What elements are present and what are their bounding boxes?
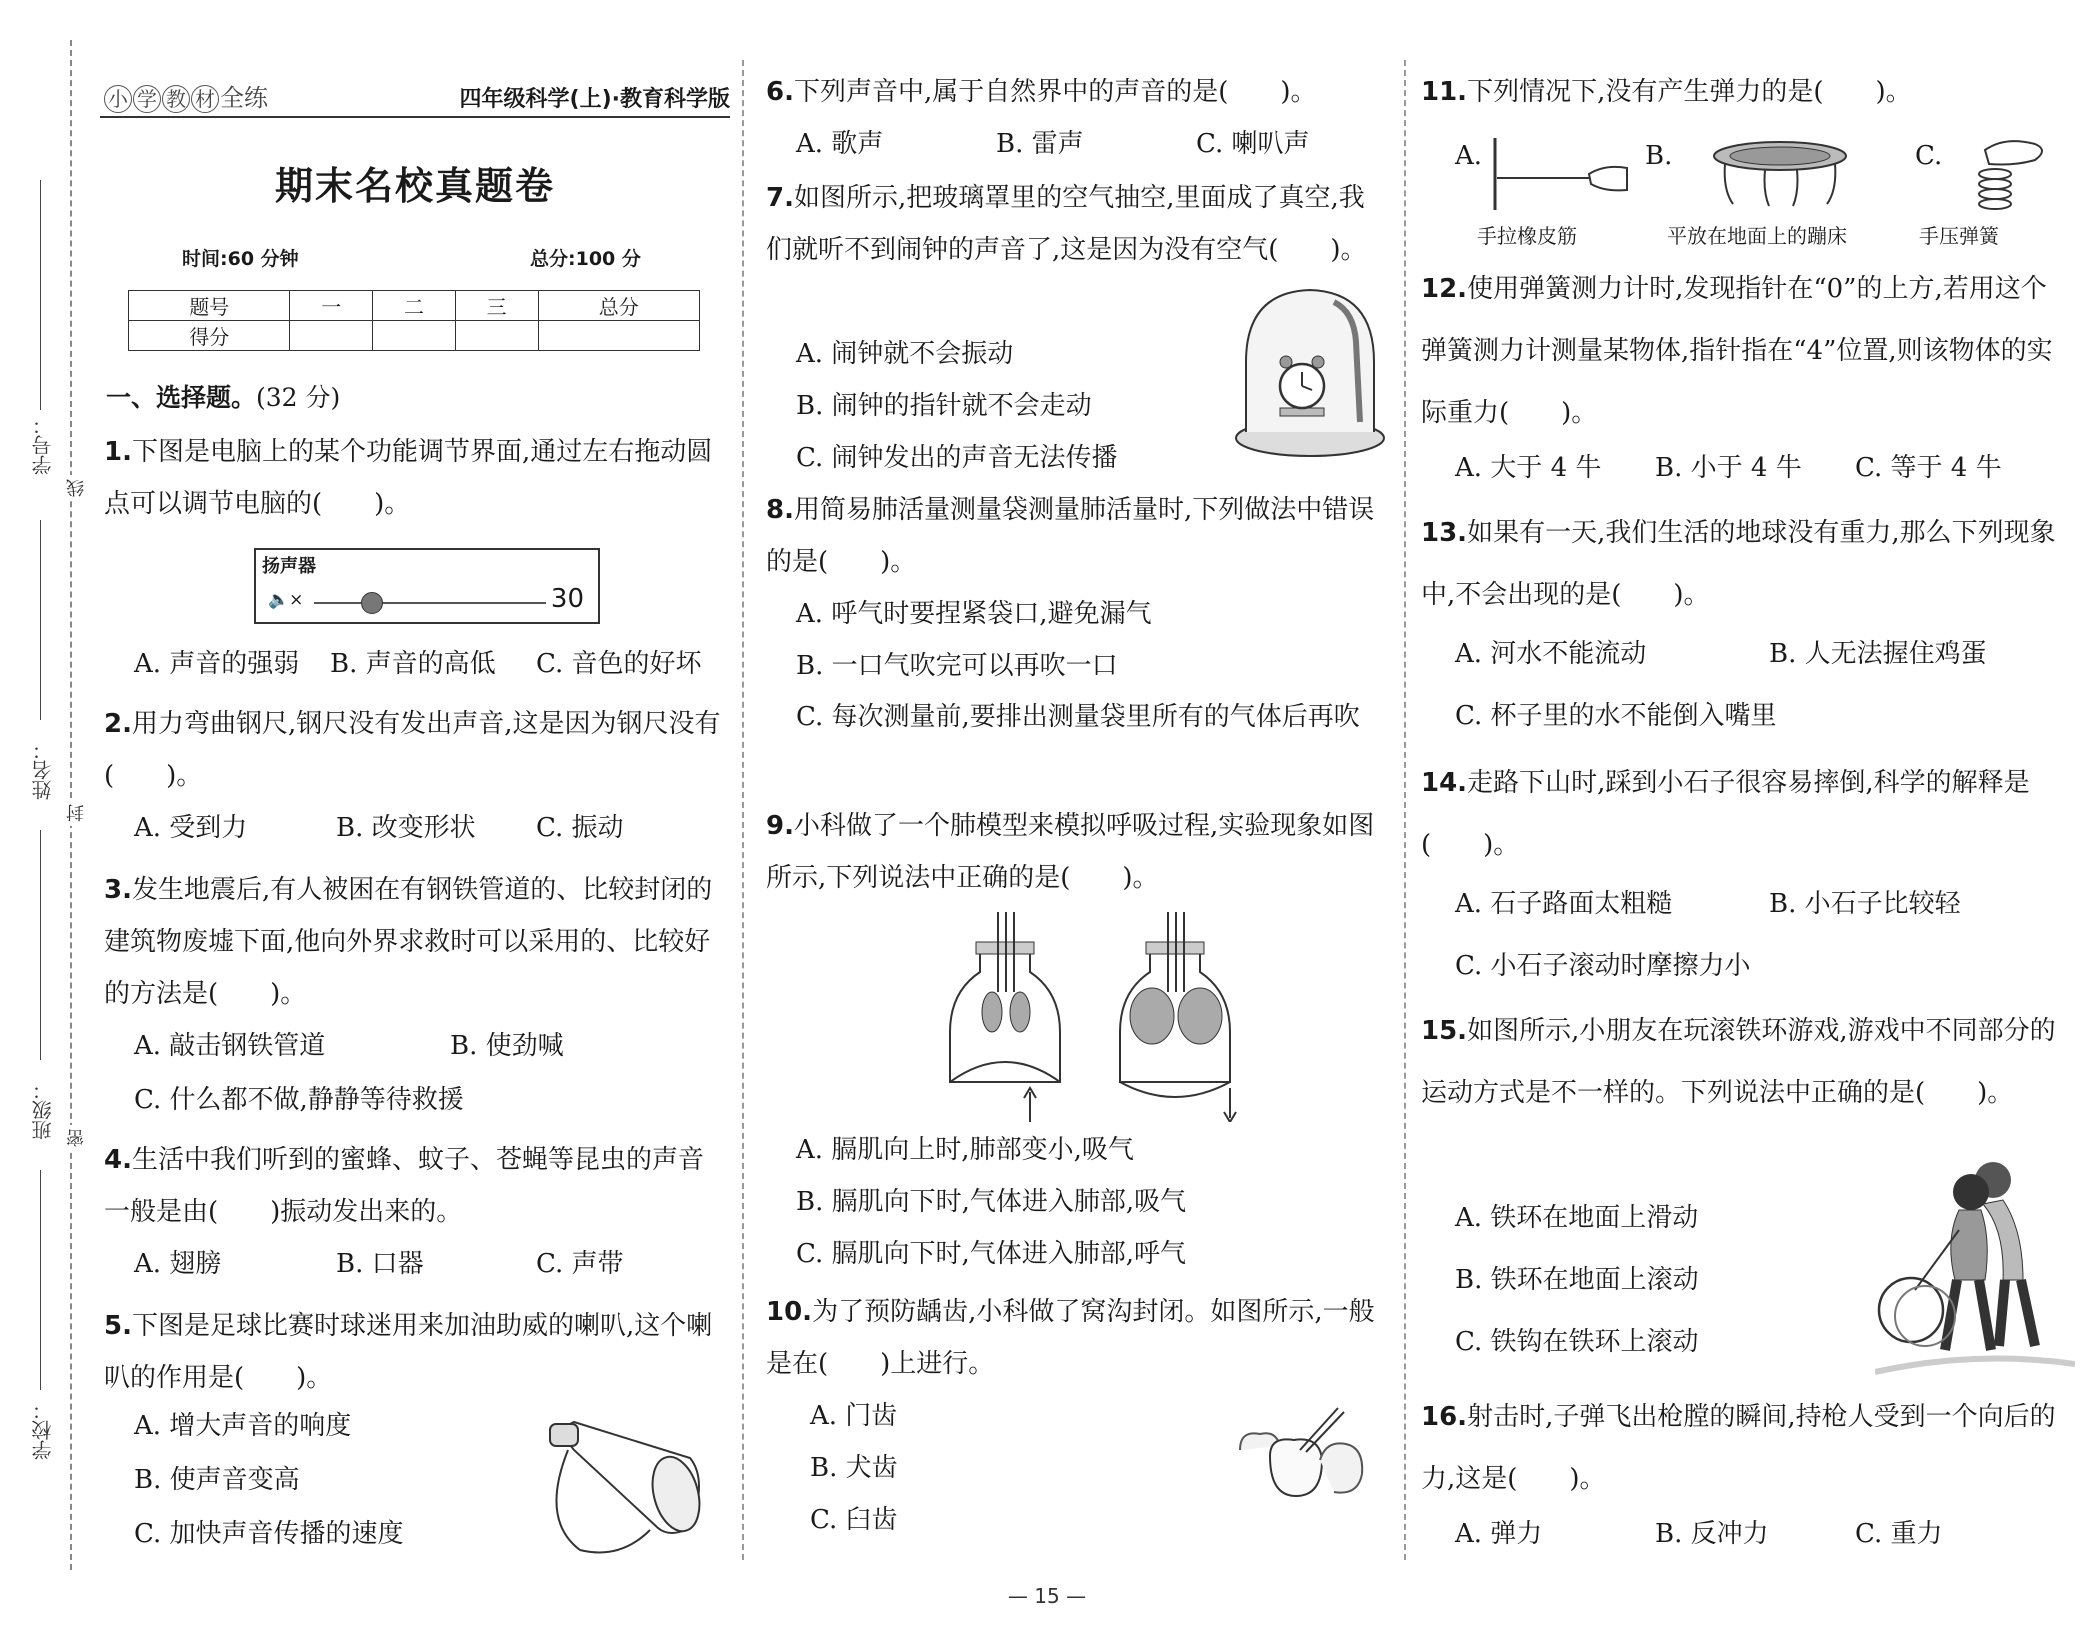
q9-option-b[interactable]: B. 膈肌向下时,气体进入肺部,吸气	[796, 1187, 1187, 1217]
question-12: 12.使用弹簧测力计时,发现指针在“0”的上方,若用这个弹簧测力计测量某物体,指针指在“4”位置,则该物体的实际重力( )。	[1421, 274, 2053, 428]
q12-option-a[interactable]: A. 大于 4 牛	[1455, 453, 1602, 483]
school-line	[40, 1170, 41, 1390]
q5-option-b[interactable]: B. 使声音变高	[134, 1465, 300, 1495]
hoop-rolling-children-illustration	[1875, 1150, 2075, 1380]
score-header-cell: 三	[455, 291, 538, 321]
volume-slider-track[interactable]	[314, 602, 546, 604]
q11-caption-c: 手压弹簧	[1919, 224, 1999, 248]
q1-option-a[interactable]: A. 声音的强弱	[134, 649, 300, 679]
q6-option-c[interactable]: C. 喇叭声	[1196, 129, 1310, 159]
q9-option-c[interactable]: C. 膈肌向下时,气体进入肺部,呼气	[796, 1239, 1187, 1269]
speaker-volume-panel	[254, 548, 600, 624]
q10-option-a[interactable]: A. 门齿	[810, 1401, 898, 1431]
exam-title: 期末名校真题卷	[274, 164, 555, 208]
exam-total: 总分:100 分	[530, 248, 641, 270]
q15-option-b[interactable]: B. 铁环在地面上滚动	[1455, 1265, 1699, 1295]
q15-option-c[interactable]: C. 铁钩在铁环上滚动	[1455, 1327, 1699, 1357]
question-2: 2.用力弯曲钢尺,钢尺没有发出声音,这是因为钢尺没有( )。	[104, 709, 721, 791]
section-title: 一、选择题。(32 分)	[106, 383, 341, 412]
column-divider-2	[1404, 60, 1406, 1560]
q16-option-a[interactable]: A. 弹力	[1455, 1519, 1543, 1549]
seal-xian: 线	[64, 475, 90, 501]
q8-option-c[interactable]: C. 每次测量前,要排出测量袋里所有的气体后再吹	[796, 702, 1360, 732]
score-header-cell: 题号	[129, 291, 290, 321]
name-label: 姓名：	[31, 740, 55, 800]
q13-option-c[interactable]: C. 杯子里的水不能倒入嘴里	[1455, 701, 1777, 731]
q1-option-c[interactable]: C. 音色的好坏	[536, 649, 702, 679]
q3-option-c[interactable]: C. 什么都不做,静静等待救援	[134, 1085, 464, 1115]
q11-option-b[interactable]: B.	[1645, 141, 1673, 171]
q11-caption-b: 平放在地面上的蹦床	[1667, 224, 1847, 248]
mute-speaker-icon: 🔈×	[268, 590, 304, 610]
question-14: 14.走路下山时,踩到小石子很容易摔倒,科学的解释是( )。	[1421, 768, 2030, 860]
q14-option-b[interactable]: B. 小石子比较轻	[1769, 889, 1961, 919]
score-header-cell: 总分	[538, 291, 699, 321]
volume-value: 30	[550, 584, 584, 614]
question-15: 15.如图所示,小朋友在玩滚铁环游戏,游戏中不同部分的运动方式是不一样的。下列说法中正确的是( )。	[1421, 1016, 2056, 1108]
q15-option-a[interactable]: A. 铁环在地面上滑动	[1455, 1203, 1699, 1233]
bell-jar-alarm-clock-illustration	[1230, 282, 1390, 462]
q4-option-a[interactable]: A. 翅膀	[134, 1249, 222, 1279]
lung-model-inhale	[1120, 912, 1236, 1122]
column-1	[100, 0, 730, 1570]
column-divider-1	[742, 60, 744, 1560]
speaker-title: 扬声器	[262, 556, 316, 577]
q12-option-c[interactable]: C. 等于 4 牛	[1855, 453, 2002, 483]
q13-option-a[interactable]: A. 河水不能流动	[1455, 639, 1647, 669]
q6-option-a[interactable]: A. 歌声	[796, 129, 884, 159]
q1-option-b[interactable]: B. 声音的高低	[330, 649, 496, 679]
question-4: 4.生活中我们听到的蜜蜂、蚊子、苍蝇等昆虫的声音一般是由( )振动发出来的。	[104, 1145, 704, 1227]
question-9: 9.小科做了一个肺模型来模拟呼吸过程,实验现象如图所示,下列说法中正确的是( )。	[766, 811, 1375, 893]
exam-time: 时间:60 分钟	[182, 248, 299, 270]
seal-feng: 封	[64, 800, 90, 826]
subject-label: 四年级科学(上)·教育科学版	[459, 87, 730, 112]
q5-option-c[interactable]: C. 加快声音传播的速度	[134, 1519, 404, 1549]
q11-caption-a: 手拉橡皮筋	[1477, 224, 1577, 248]
question-7: 7.如图所示,把玻璃罩里的空气抽空,里面成了真空,我们就听不到闹钟的声音了,这是因为没有空气( )。	[766, 183, 1367, 265]
q14-option-a[interactable]: A. 石子路面太粗糙	[1455, 889, 1673, 919]
q4-option-c[interactable]: C. 声带	[536, 1249, 624, 1279]
score-cell[interactable]	[455, 321, 538, 351]
q3-option-a[interactable]: A. 敲击钢铁管道	[134, 1031, 326, 1061]
score-header-cell: 一	[290, 291, 373, 321]
volume-slider-knob[interactable]	[361, 592, 383, 614]
trampoline-illustration	[1705, 134, 1855, 214]
q10-option-c[interactable]: C. 臼齿	[810, 1505, 898, 1535]
q7-option-a[interactable]: A. 闹钟就不会振动	[796, 339, 1014, 369]
question-5: 5.下图是足球比赛时球迷用来加油助威的喇叭,这个喇叭的作用是( )。	[104, 1311, 713, 1393]
q3-option-b[interactable]: B. 使劲喊	[450, 1031, 564, 1061]
q8-option-b[interactable]: B. 一口气吹完可以再吹一口	[796, 651, 1118, 681]
student-id-label: 学号：	[31, 415, 55, 475]
question-13: 13.如果有一天,我们生活的地球没有重力,那么下列现象中,不会出现的是( )。	[1421, 518, 2056, 610]
megaphone-illustration	[540, 1410, 720, 1560]
q4-option-b[interactable]: B. 口器	[336, 1249, 424, 1279]
question-3: 3.发生地震后,有人被困在有钢铁管道的、比较封闭的建筑物废墟下面,他向外界求救时可以采用的、比较好的方法是( )。	[104, 875, 713, 1009]
score-header-cell: 二	[373, 291, 456, 321]
q9-option-a[interactable]: A. 膈肌向上时,肺部变小,吸气	[796, 1135, 1134, 1165]
q16-option-b[interactable]: B. 反冲力	[1655, 1519, 1769, 1549]
binding-margin	[0, 0, 100, 1628]
q11-option-a[interactable]: A.	[1455, 141, 1483, 171]
question-11: 11.下列情况下,没有产生弹力的是( )。	[1421, 77, 1912, 107]
q6-option-b[interactable]: B. 雷声	[996, 129, 1084, 159]
q8-option-a[interactable]: A. 呼气时要捏紧袋口,避免漏气	[796, 599, 1152, 629]
q2-option-b[interactable]: B. 改变形状	[336, 813, 476, 843]
q11-option-c[interactable]: C.	[1915, 141, 1943, 171]
score-cell[interactable]	[290, 321, 373, 351]
class-label: 班级：	[31, 1080, 55, 1140]
seal-mi: 密	[64, 1125, 90, 1151]
page-header	[100, 78, 730, 118]
class-line	[40, 830, 41, 1060]
rubber-band-pull-illustration	[1485, 134, 1635, 214]
lung-model-exhale	[950, 912, 1060, 1122]
q10-option-b[interactable]: B. 犬齿	[810, 1453, 898, 1483]
score-row-label: 得分	[129, 321, 290, 351]
student-id-line	[40, 180, 41, 410]
q5-option-a[interactable]: A. 增大声音的响度	[134, 1411, 352, 1441]
score-cell[interactable]	[373, 321, 456, 351]
question-6: 6.下列声音中,属于自然界中的声音的是( )。	[766, 77, 1317, 107]
score-table	[128, 290, 700, 351]
lung-model-illustration	[930, 912, 1250, 1122]
spring-press-illustration	[1955, 130, 2055, 220]
column-3	[1415, 0, 2075, 1570]
q2-option-c[interactable]: C. 振动	[536, 813, 624, 843]
q2-option-a[interactable]: A. 受到力	[134, 813, 248, 843]
question-1: 1.下图是电脑上的某个功能调节界面,通过左右拖动圆点可以调节电脑的( )。	[104, 437, 713, 519]
q16-option-c[interactable]: C. 重力	[1855, 1519, 1943, 1549]
tooth-sealing-illustration	[1230, 1400, 1370, 1500]
question-10: 10.为了预防龋齿,小科做了窝沟封闭。如图所示,一般是在( )上进行。	[766, 1297, 1375, 1379]
q12-option-b[interactable]: B. 小于 4 牛	[1655, 453, 1802, 483]
score-cell[interactable]	[538, 321, 699, 351]
q7-option-c[interactable]: C. 闹钟发出的声音无法传播	[796, 443, 1118, 473]
q13-option-b[interactable]: B. 人无法握住鸡蛋	[1769, 639, 1987, 669]
column-2	[760, 0, 1390, 1570]
name-line	[40, 520, 41, 720]
school-label: 学校：	[31, 1400, 55, 1460]
question-8: 8.用简易肺活量测量袋测量肺活量时,下列做法中错误的是( )。	[766, 495, 1375, 577]
q14-option-c[interactable]: C. 小石子滚动时摩擦力小	[1455, 951, 1751, 981]
page-number: — 15 —	[1007, 1584, 1087, 1608]
q7-option-b[interactable]: B. 闹钟的指针就不会走动	[796, 391, 1092, 421]
brand-logo: 小 学 教 材 全练	[104, 78, 268, 113]
question-16: 16.射击时,子弹飞出枪膛的瞬间,持枪人受到一个向后的力,这是( )。	[1421, 1402, 2056, 1494]
